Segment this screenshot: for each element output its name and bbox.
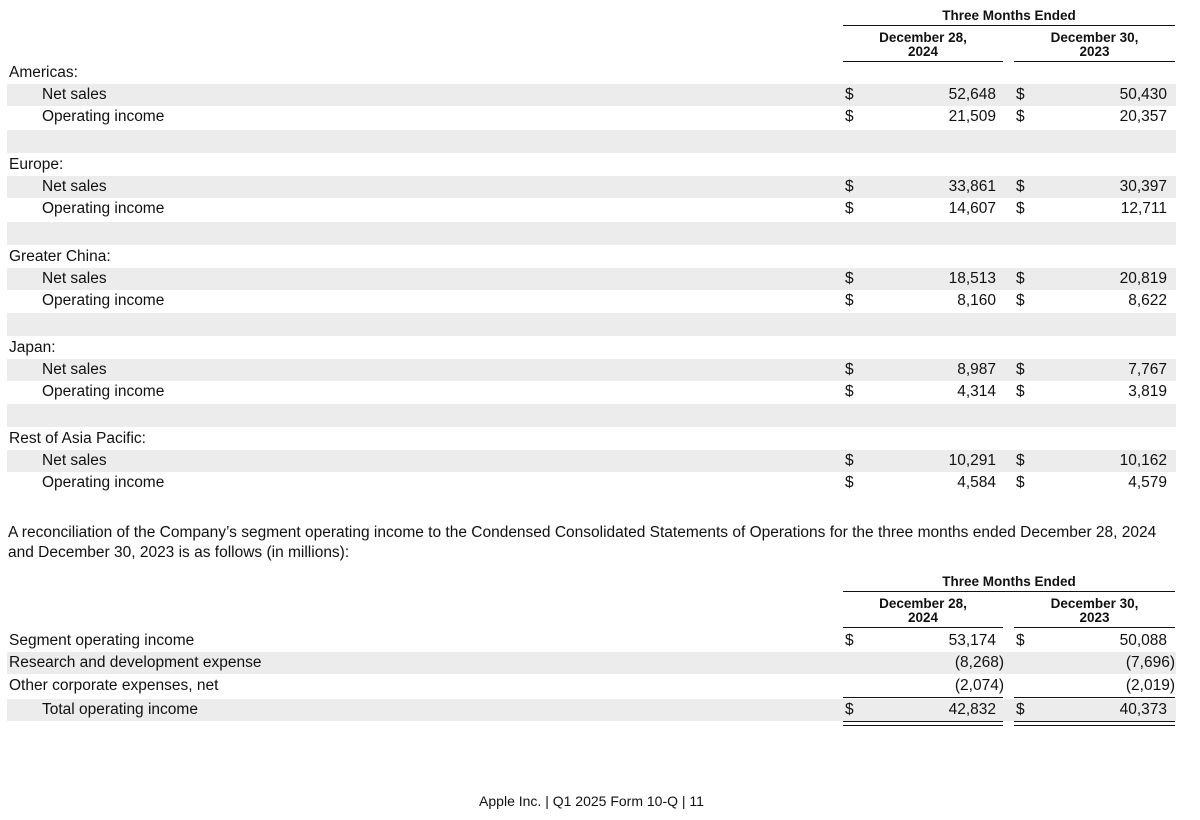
row-label: Net sales	[42, 361, 107, 378]
currency-symbol: $	[845, 474, 854, 491]
currency-symbol: $	[1016, 292, 1025, 309]
value-2023: 50,088	[1119, 632, 1167, 649]
value-2024: (8,268)	[954, 654, 1004, 671]
currency-symbol: $	[845, 200, 854, 217]
currency-symbol: $	[845, 361, 854, 378]
table2-col2-rule	[1014, 627, 1175, 628]
value-2023: 50,430	[1119, 86, 1167, 103]
value-2024: 8,987	[957, 361, 996, 378]
currency-symbol: $	[845, 108, 854, 125]
table1-col1-rule	[843, 61, 1003, 62]
currency-symbol: $	[1016, 178, 1025, 195]
table1-col2-rule	[1014, 61, 1175, 62]
table-row	[0, 176, 1200, 198]
row-label: Research and development expense	[9, 654, 262, 671]
value-2024: 18,513	[948, 270, 996, 287]
value-2023: 40,373	[1119, 701, 1167, 718]
table-row	[0, 450, 1200, 472]
table2-col1-rule	[843, 627, 1003, 628]
table1-col1-line2: 2024	[907, 44, 939, 59]
table1-header-rule	[843, 25, 1175, 26]
row-label: Net sales	[42, 86, 107, 103]
spacer-band	[7, 313, 1176, 336]
currency-symbol: $	[845, 86, 854, 103]
currency-symbol: $	[845, 701, 854, 718]
row-label: Net sales	[42, 270, 107, 287]
currency-symbol: $	[845, 270, 854, 287]
spacer-band	[7, 130, 1176, 153]
segment-title: Americas:	[9, 64, 78, 81]
value-2023: 3,819	[1128, 383, 1167, 400]
table-row	[0, 630, 1200, 652]
segment-title: Rest of Asia Pacific:	[9, 430, 146, 447]
row-label: Net sales	[42, 178, 107, 195]
value-2023: (2,019)	[1125, 677, 1175, 694]
value-2024: 4,314	[957, 383, 996, 400]
row-label: Other corporate expenses, net	[9, 677, 219, 694]
currency-symbol: $	[845, 383, 854, 400]
table1-header: Three Months Ended	[942, 8, 1076, 23]
total-double-rule-col1	[843, 721, 1003, 726]
currency-symbol: $	[845, 632, 854, 649]
row-label: Operating income	[42, 383, 165, 400]
subtotal-rule-col2	[1014, 697, 1175, 698]
currency-symbol: $	[1016, 108, 1025, 125]
table2-col2-header	[1014, 597, 1175, 625]
value-2023: (7,696)	[1125, 654, 1175, 671]
table-row	[0, 198, 1200, 220]
currency-symbol: $	[1016, 452, 1025, 469]
value-2024: 14,607	[948, 200, 996, 217]
value-2024: (2,074)	[954, 677, 1004, 694]
value-2024: 10,291	[948, 452, 996, 469]
currency-symbol: $	[845, 452, 854, 469]
currency-symbol: $	[845, 292, 854, 309]
table-row	[0, 472, 1200, 494]
table-row	[0, 381, 1200, 403]
row-label: Operating income	[42, 108, 165, 125]
value-2023: 7,767	[1128, 361, 1167, 378]
spacer-band	[7, 404, 1176, 427]
row-label: Total operating income	[42, 701, 198, 718]
currency-symbol: $	[1016, 632, 1025, 649]
value-2023: 12,711	[1120, 200, 1167, 217]
currency-symbol: $	[1016, 200, 1025, 217]
value-2023: 4,579	[1128, 474, 1167, 491]
table-row	[0, 675, 1200, 697]
value-2024: 8,160	[957, 292, 996, 309]
segment-title: Europe:	[9, 156, 64, 173]
currency-symbol: $	[1016, 86, 1025, 103]
table-row	[0, 106, 1200, 128]
value-2024: 4,584	[957, 474, 996, 491]
row-label: Net sales	[42, 452, 107, 469]
table2-col1-header	[843, 597, 1003, 625]
row-label: Segment operating income	[9, 632, 195, 649]
table1-col1-line1: December 28,	[879, 30, 967, 45]
table-row	[0, 84, 1200, 106]
value-2024: 52,648	[948, 86, 996, 103]
table-row	[0, 268, 1200, 290]
segment-title: Japan:	[9, 339, 56, 356]
page-footer: Apple Inc. | Q1 2025 Form 10-Q | 11	[479, 793, 704, 809]
currency-symbol: $	[1016, 383, 1025, 400]
table2-col1-line2: 2024	[907, 610, 939, 625]
currency-symbol: $	[1016, 701, 1025, 718]
value-2024: 21,509	[948, 108, 996, 125]
subtotal-rule-col1	[843, 697, 1003, 698]
table1-col2-line2: 2023	[1079, 44, 1110, 59]
table2-header-rule	[843, 591, 1175, 592]
table-row	[0, 699, 1200, 721]
table1-col2-line1: December 30,	[1050, 30, 1139, 45]
currency-symbol: $	[845, 178, 854, 195]
reconciliation-paragraph: A reconciliation of the Company’s segment operating income to the Condensed Consolidated Statements of Operations for the three months ended December 28, 2024 and December 30, 2023 is as follows (in millions):	[8, 524, 1157, 561]
row-label: Operating income	[42, 474, 165, 491]
value-2023: 8,622	[1128, 292, 1167, 309]
value-2024: 33,861	[948, 178, 996, 195]
table2-header: Three Months Ended	[942, 574, 1076, 589]
value-2023: 10,162	[1119, 452, 1167, 469]
table1-col1-header	[843, 31, 1003, 59]
currency-symbol: $	[1016, 474, 1025, 491]
row-label: Operating income	[42, 292, 165, 309]
segment-title: Greater China:	[9, 248, 111, 265]
value-2024: 53,174	[948, 632, 996, 649]
value-2023: 20,819	[1119, 270, 1167, 287]
value-2024: 42,832	[948, 701, 996, 718]
total-double-rule-col2	[1014, 721, 1175, 726]
table2-col2-line1: December 30,	[1050, 596, 1139, 611]
table-row	[0, 359, 1200, 381]
value-2023: 20,357	[1119, 108, 1167, 125]
table2-col2-line2: 2023	[1079, 610, 1110, 625]
table2-col1-line1: December 28,	[879, 596, 967, 611]
currency-symbol: $	[1016, 270, 1025, 287]
table-row	[0, 652, 1200, 674]
spacer-band	[7, 222, 1176, 245]
table-row	[0, 290, 1200, 312]
value-2023: 30,397	[1119, 178, 1167, 195]
currency-symbol: $	[1016, 361, 1025, 378]
table1-col2-header	[1014, 31, 1175, 59]
row-label: Operating income	[42, 200, 165, 217]
